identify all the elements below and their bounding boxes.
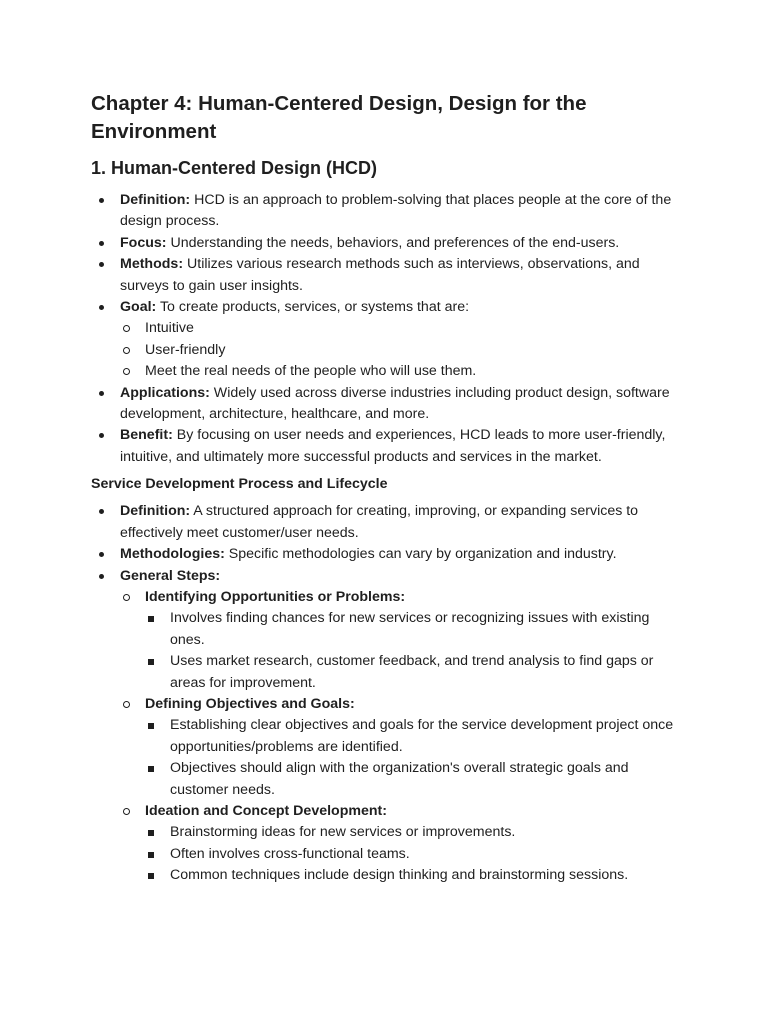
list-item: Often involves cross-functional teams. — [145, 844, 680, 865]
list-item: Uses market research, customer feedback, and trend analysis to find gaps or areas for improvement. — [145, 651, 680, 694]
hcd-list — [91, 190, 680, 468]
service-list — [91, 501, 680, 886]
list-item: Goal: To create products, services, or systems that are: Intuitive User-friendly Meet the real needs of the people who will use them. — [91, 297, 680, 383]
list-item: Common techniques include design thinking and brainstorming sessions. — [145, 865, 680, 886]
section-heading-service-development: Service Development Process and Lifecycle — [91, 476, 388, 493]
list-item: Methodologies: Specific methodologies can vary by organization and industry. — [91, 544, 680, 565]
step-item: Identifying Opportunities or Problems: Involves finding chances for new services or recognizing issues with existing ones. Uses market research, customer feedback, and trend analysis to find gaps or areas for improvement. — [120, 587, 680, 694]
section-heading-hcd: 1. Human-Centered Design (HCD) — [91, 158, 378, 178]
list-item: Brainstorming ideas for new services or improvements. — [145, 822, 680, 843]
list-item: Intuitive — [120, 318, 680, 339]
list-item: Involves finding chances for new services or recognizing issues with existing ones. — [145, 608, 680, 651]
list-item: Focus: Understanding the needs, behaviors, and preferences of the end-users. — [91, 233, 680, 254]
list-item: Methods: Utilizes various research methods such as interviews, observations, and surveys to gain user insights. — [91, 254, 680, 297]
step-points — [145, 822, 680, 886]
list-item: Meet the real needs of the people who will use them. — [120, 361, 680, 382]
list-item: Establishing clear objectives and goals for the service development project once opportunities/problems are identified. — [145, 715, 680, 758]
step-points — [145, 715, 680, 801]
list-item: Applications: Widely used across diverse industries including product design, software development, architecture, healthcare, and more. — [91, 383, 680, 426]
list-item: Definition: HCD is an approach to problem-solving that places people at the core of the design process. — [91, 190, 680, 233]
list-item: Objectives should align with the organization's overall strategic goals and customer needs. — [145, 758, 680, 801]
step-points — [145, 608, 680, 694]
list-item: General Steps: Identifying Opportunities or Problems: Involves finding chances for new services or recognizing issues with existing ones. Uses market research, customer feedback, and trend analysis to find gaps or areas for improvement. Defining Objectives and Goals: Establishing clear objectives and goals for the service development project once opportunities/problems are identified. Objectives should align with the organization's overall strategic goals and customer needs. Ideation and Concept Development: Brainstorming ideas for new services or improvements. Often involves cross-functional teams. Common techniques include design thinking and brainstorming sessions. — [91, 566, 680, 887]
list-item: User-friendly — [120, 340, 680, 361]
chapter-title: Chapter 4: Human-Centered Design, Design for the Environment — [91, 92, 587, 143]
list-item: Benefit: By focusing on user needs and experiences, HCD leads to more user-friendly, intuitive, and ultimately more successful products and services in the market. — [91, 425, 680, 468]
list-item: Definition: A structured approach for creating, improving, or expanding services to effectively meet customer/user needs. — [91, 501, 680, 544]
step-item: Ideation and Concept Development: Brainstorming ideas for new services or improvements. Often involves cross-functional teams. Common techniques include design thinking and brainstorming sessions. — [120, 801, 680, 887]
step-item: Defining Objectives and Goals: Establishing clear objectives and goals for the service development project once opportunities/problems are identified. Objectives should align with the organization's overall strategic goals and customer needs. — [120, 694, 680, 801]
steps-list — [120, 587, 680, 887]
goal-sublist — [120, 318, 680, 382]
